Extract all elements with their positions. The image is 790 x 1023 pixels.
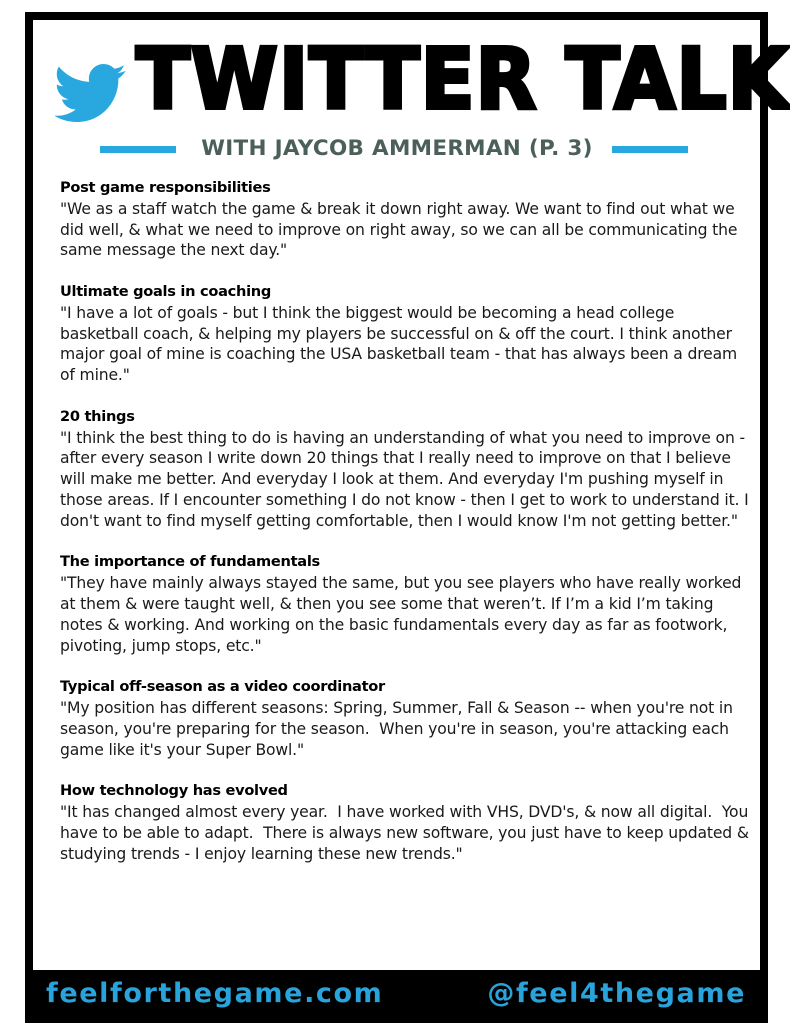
section-20-things xyxy=(60,407,754,532)
section-heading: How technology has evolved xyxy=(60,782,288,800)
section-quote: "I think the best thing to do is having an understanding of what you need to improve on - after every season I write down 20 things that I really need to improve on that I believe will make me better. And everyday I look at them. And everyday I'm pushing myself in those areas. If I encounter something I do not know - then I get to work to understand it. I don't want to find myself getting comfortable, then I would know I'm not getting better." xyxy=(60,428,754,530)
page-frame xyxy=(25,12,790,1023)
section-fundamentals xyxy=(60,552,750,656)
section-heading: 20 things xyxy=(60,407,135,425)
section-technology xyxy=(60,781,754,864)
footer-website-link[interactable]: feelforthegame.com xyxy=(46,978,384,1009)
accent-bar-left xyxy=(100,146,176,153)
section-heading: The importance of fundamentals xyxy=(60,553,320,571)
page-title: TWITTER TALK xyxy=(136,30,790,128)
section-quote: "We as a staff watch the game & break it down right away. We want to find out what we did well, & what we need to improve on right away, so we can all be communicating the same message the next day." xyxy=(60,199,743,260)
section-heading: Ultimate goals in coaching xyxy=(60,282,272,300)
section-heading: Typical off-season as a video coordinator xyxy=(60,678,385,696)
section-ultimate-goals xyxy=(60,282,750,386)
section-quote: "I have a lot of goals - but I think the biggest would be becoming a head college basketball coach, & helping my players be successful on & off the court. I think another major goal of mine is coaching the USA basketball team - that has always been a dream of mine." xyxy=(60,303,742,385)
interview-body xyxy=(60,178,754,885)
footer-twitter-handle[interactable]: @feel4thegame xyxy=(487,978,746,1009)
section-heading: Post game responsibilities xyxy=(60,179,271,196)
footer-band xyxy=(25,970,768,1023)
section-quote: "My position has different seasons: Spring, Summer, Fall & Season -- when you're not in season, you're preparing for the season. When you're in season, you're attacking each game like it's your Super Bowl." xyxy=(60,698,738,759)
section-quote: "It has changed almost every year. I have worked with VHS, DVD's, & now all digital. You have to be able to adapt. There is always new software, you just have to keep updated & studying trends - I enjoy learning these new trends." xyxy=(60,802,754,863)
section-post-game xyxy=(60,178,750,261)
section-off-season xyxy=(60,677,750,760)
content-panel xyxy=(33,20,790,970)
twitter-bird-icon xyxy=(55,64,127,122)
section-quote: "They have mainly always stayed the same, but you see players who have really worked at them & were taught well, & then you see some that weren’t. If I’m a kid I’m taking notes & working. And working on the basic fundamentals every day as far as footwork, pivoting, jump stops, etc." xyxy=(60,574,747,655)
accent-bar-right xyxy=(612,146,688,153)
subtitle-row xyxy=(100,134,700,164)
subtitle: WITH JAYCOB AMMERMAN (P. 3) xyxy=(201,136,593,161)
